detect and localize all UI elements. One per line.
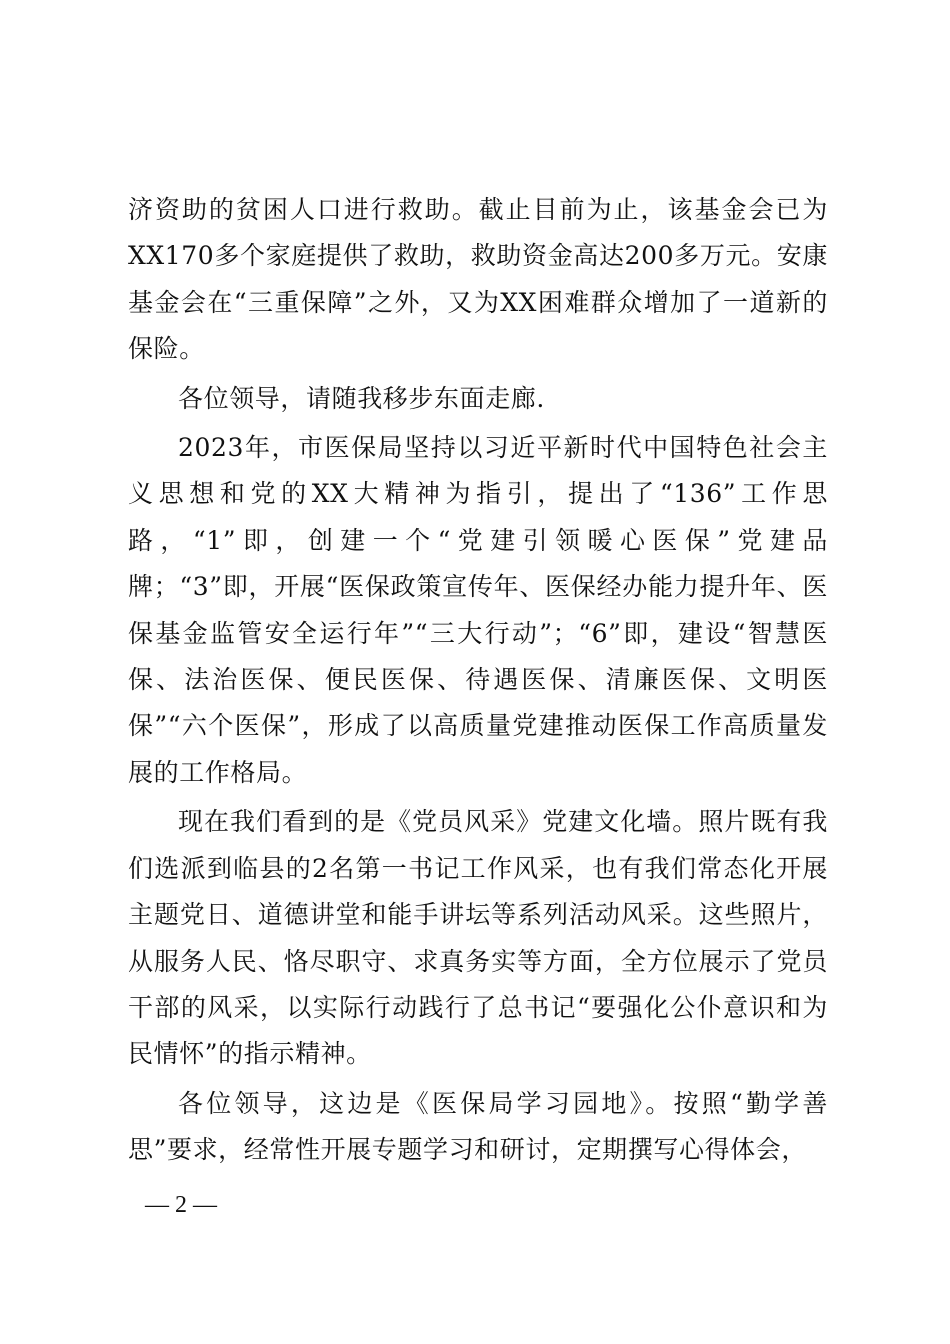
document-body [128, 187, 828, 1177]
page-number: — 2 — [145, 1192, 217, 1218]
paragraph-party-member-wall: 现在我们看到的是《党员风采》党建文化墙。照片既有我们选派到临县的2名第一书记工作风采，也有我们常态化开展主题党日、道德讲堂和能手讲坛等系列活动风采。这些照片，从服务人民、恪尽职守、求真务实等方面，全方位展示了党员干部的风采，以实际行动践行了总书记“要强化公仆意识和为民情怀”的指示精神。 [128, 807, 828, 1069]
paragraph-fund-assistance: 济资助的贫困人口进行救助。截止目前为止，该基金会已为XX170多个家庭提供了救助，救助资金高达200多万元。安康基金会在“三重保障”之外，又为XX困难群众增加了一道新的保险。 [128, 195, 828, 364]
paragraph-east-corridor: 各位领导，请随我移步东面走廊. [178, 383, 545, 413]
paragraph-study-garden: 各位领导，这边是《医保局学习园地》。按照“勤学善思”要求，经常性开展专题学习和研讨，定期撰写心得体会， [128, 1088, 828, 1165]
paragraph-work-plan-136: 2023年，市医保局坚持以习近平新时代中国特色社会主义思想和党的XX大精神为指引，提出了“136”工作思路，“1”即，创建一个“党建引领暖心医保”党建品牌；“3”即，开展“医保政策宣传年、医保经办能力提升年、医保基金监管安全运行年”“三大行动”；“6”即，建设“智慧医保、法治医保、便民医保、待遇医保、清廉医保、文明医保”“六个医保”，形成了以高质量党建推动医保工作高质量发展的工作格局。 [128, 433, 828, 787]
